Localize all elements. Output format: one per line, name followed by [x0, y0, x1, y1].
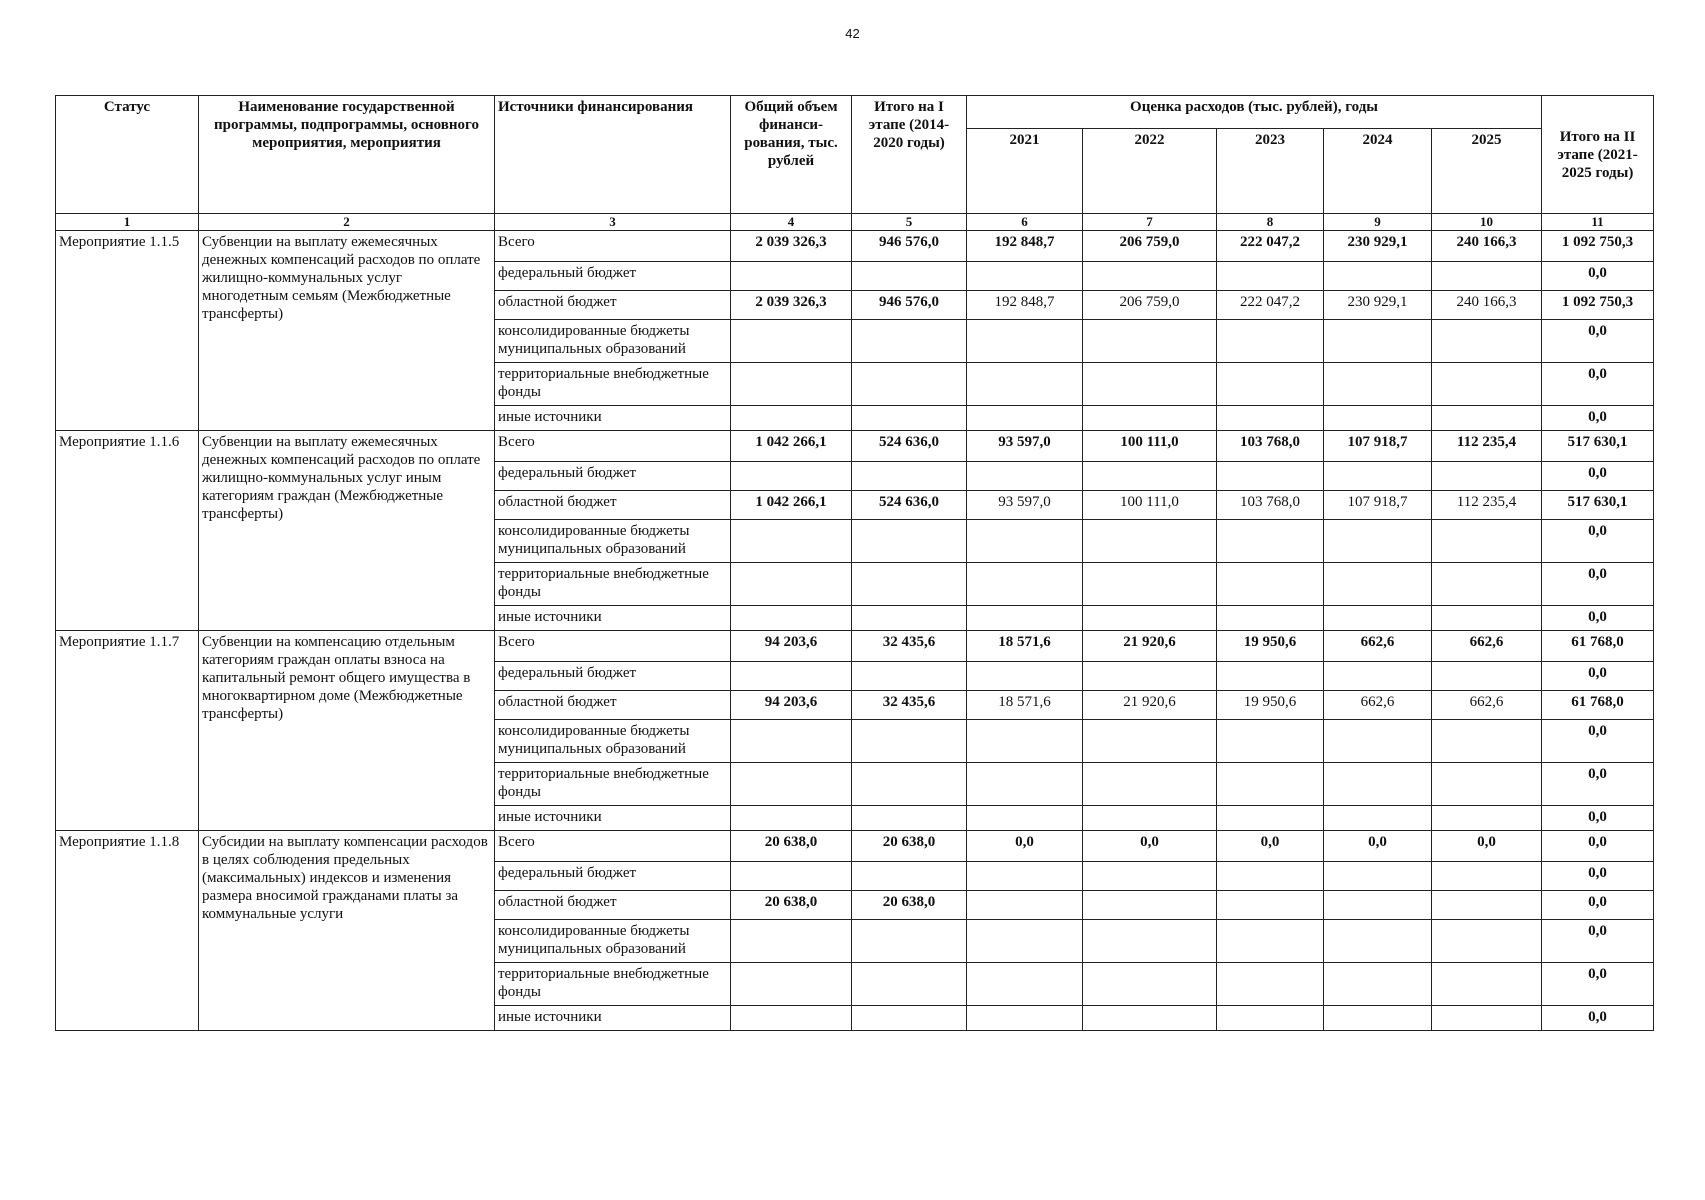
- header-name: Наименование государственной программы, подпрограммы, основного мероприятия, мероприятия: [199, 96, 495, 214]
- value-cell: 1 042 266,1: [731, 431, 852, 462]
- stage2-total-cell: 517 630,1: [1542, 491, 1654, 520]
- value-cell: [731, 406, 852, 431]
- stage2-total-cell: 0,0: [1542, 720, 1654, 763]
- value-cell: [1217, 363, 1324, 406]
- value-cell: [731, 462, 852, 491]
- table-row: [56, 231, 1654, 262]
- value-cell: 230 929,1: [1324, 291, 1432, 320]
- stage2-total-cell: 1 092 750,3: [1542, 291, 1654, 320]
- value-cell: [1432, 963, 1542, 1006]
- value-cell: [967, 763, 1083, 806]
- value-cell: [1083, 563, 1217, 606]
- value-cell: 94 203,6: [731, 691, 852, 720]
- stage2-total-cell: 0,0: [1542, 606, 1654, 631]
- value-cell: [1432, 262, 1542, 291]
- stage2-total-cell: 0,0: [1542, 320, 1654, 363]
- value-cell: [852, 862, 967, 891]
- value-cell: 18 571,6: [967, 631, 1083, 662]
- value-cell: 222 047,2: [1217, 291, 1324, 320]
- value-cell: [852, 1006, 967, 1031]
- value-cell: [1217, 262, 1324, 291]
- table-row: [56, 431, 1654, 462]
- funding-source: Всего: [495, 631, 731, 662]
- value-cell: [1083, 920, 1217, 963]
- value-cell: [1324, 720, 1432, 763]
- value-cell: [1324, 862, 1432, 891]
- value-cell: [1324, 1006, 1432, 1031]
- value-cell: [1432, 1006, 1542, 1031]
- value-cell: [1083, 262, 1217, 291]
- value-cell: [1324, 963, 1432, 1006]
- value-cell: [1217, 320, 1324, 363]
- value-cell: [1432, 662, 1542, 691]
- measure-status: Мероприятие 1.1.8: [56, 831, 199, 1031]
- funding-source: консолидированные бюджеты муниципальных образований: [495, 720, 731, 763]
- value-cell: [731, 862, 852, 891]
- column-number: 4: [731, 214, 852, 231]
- value-cell: [852, 563, 967, 606]
- column-numbers-row: [56, 214, 1654, 231]
- value-cell: [1217, 462, 1324, 491]
- value-cell: [731, 520, 852, 563]
- value-cell: [967, 891, 1083, 920]
- value-cell: [731, 720, 852, 763]
- column-number: 6: [967, 214, 1083, 231]
- value-cell: [1432, 806, 1542, 831]
- measure-status: Мероприятие 1.1.5: [56, 231, 199, 431]
- value-cell: [1324, 363, 1432, 406]
- value-cell: [1217, 662, 1324, 691]
- funding-source: консолидированные бюджеты муниципальных образований: [495, 320, 731, 363]
- funding-source: областной бюджет: [495, 691, 731, 720]
- header-year: 2025: [1432, 129, 1542, 214]
- funding-source: иные источники: [495, 1006, 731, 1031]
- value-cell: [1083, 520, 1217, 563]
- value-cell: [1324, 563, 1432, 606]
- value-cell: [852, 406, 967, 431]
- value-cell: [852, 363, 967, 406]
- value-cell: [852, 262, 967, 291]
- value-cell: 2 039 326,3: [731, 231, 852, 262]
- value-cell: [852, 606, 967, 631]
- funding-source: территориальные внебюджетные фонды: [495, 363, 731, 406]
- value-cell: 20 638,0: [852, 891, 967, 920]
- funding-source: Всего: [495, 431, 731, 462]
- stage2-total-cell: 0,0: [1542, 563, 1654, 606]
- value-cell: [967, 606, 1083, 631]
- measure-name: Субвенции на выплату ежемесячных денежных компенсаций расходов по оплате жилищно-коммунальных услуг многодетным семьям (Межбюджетные трансферты): [199, 231, 495, 431]
- value-cell: [1432, 763, 1542, 806]
- value-cell: [967, 262, 1083, 291]
- stage2-total-cell: 0,0: [1542, 763, 1654, 806]
- value-cell: [1324, 763, 1432, 806]
- table-row: [56, 631, 1654, 662]
- value-cell: 20 638,0: [731, 831, 852, 862]
- value-cell: [731, 806, 852, 831]
- stage2-total-cell: 61 768,0: [1542, 631, 1654, 662]
- value-cell: [1324, 891, 1432, 920]
- stage2-total-cell: 0,0: [1542, 262, 1654, 291]
- funding-source: иные источники: [495, 806, 731, 831]
- value-cell: 662,6: [1432, 691, 1542, 720]
- value-cell: [852, 662, 967, 691]
- value-cell: [731, 920, 852, 963]
- value-cell: 94 203,6: [731, 631, 852, 662]
- value-cell: 662,6: [1324, 631, 1432, 662]
- value-cell: 524 636,0: [852, 431, 967, 462]
- header-year: 2024: [1324, 129, 1432, 214]
- measure-name: Субвенции на компенсацию отдельным категориям граждан оплаты взноса на капитальный ремонт общего имущества в многоквартирном доме (Межбюджетные трансферты): [199, 631, 495, 831]
- value-cell: [967, 563, 1083, 606]
- value-cell: [1083, 963, 1217, 1006]
- value-cell: 0,0: [1324, 831, 1432, 862]
- stage2-total-cell: 0,0: [1542, 831, 1654, 862]
- value-cell: [1432, 363, 1542, 406]
- value-cell: 946 576,0: [852, 231, 967, 262]
- stage2-total-cell: 1 092 750,3: [1542, 231, 1654, 262]
- value-cell: [967, 320, 1083, 363]
- value-cell: 20 638,0: [852, 831, 967, 862]
- column-number: 9: [1324, 214, 1432, 231]
- value-cell: [1083, 363, 1217, 406]
- value-cell: [731, 563, 852, 606]
- stage2-total-cell: 0,0: [1542, 363, 1654, 406]
- value-cell: 93 597,0: [967, 491, 1083, 520]
- funding-source: федеральный бюджет: [495, 262, 731, 291]
- value-cell: 103 768,0: [1217, 491, 1324, 520]
- value-cell: 19 950,6: [1217, 631, 1324, 662]
- value-cell: [1432, 720, 1542, 763]
- value-cell: [967, 720, 1083, 763]
- value-cell: [1324, 520, 1432, 563]
- funding-source: иные источники: [495, 406, 731, 431]
- value-cell: [967, 920, 1083, 963]
- header-stage2: Итого на II этапе (2021-2025 годы): [1542, 96, 1654, 214]
- value-cell: 21 920,6: [1083, 691, 1217, 720]
- measure-status: Мероприятие 1.1.7: [56, 631, 199, 831]
- measure-name: Субвенции на выплату ежемесячных денежных компенсаций расходов по оплате жилищно-коммунальных услуг иным категориям граждан (Межбюджетные трансферты): [199, 431, 495, 631]
- funding-source: федеральный бюджет: [495, 662, 731, 691]
- value-cell: 20 638,0: [731, 891, 852, 920]
- value-cell: [1324, 606, 1432, 631]
- funding-source: федеральный бюджет: [495, 462, 731, 491]
- measure-name: Субсидии на выплату компенсации расходов в целях соблюдения предельных (максимальных) индексов и изменения размера вносимой гражданами платы за коммунальные услуги: [199, 831, 495, 1031]
- value-cell: [1324, 406, 1432, 431]
- column-number: 1: [56, 214, 199, 231]
- header-status: Статус: [56, 96, 199, 214]
- column-number: 8: [1217, 214, 1324, 231]
- stage2-total-cell: 0,0: [1542, 462, 1654, 491]
- value-cell: 946 576,0: [852, 291, 967, 320]
- value-cell: [1217, 606, 1324, 631]
- value-cell: 0,0: [1217, 831, 1324, 862]
- value-cell: [1324, 462, 1432, 491]
- column-number: 5: [852, 214, 967, 231]
- stage2-total-cell: 0,0: [1542, 406, 1654, 431]
- value-cell: [967, 963, 1083, 1006]
- value-cell: [967, 806, 1083, 831]
- value-cell: 662,6: [1324, 691, 1432, 720]
- stage2-total-cell: 517 630,1: [1542, 431, 1654, 462]
- column-number: 11: [1542, 214, 1654, 231]
- value-cell: [967, 662, 1083, 691]
- value-cell: [967, 462, 1083, 491]
- measure-status: Мероприятие 1.1.6: [56, 431, 199, 631]
- value-cell: [1217, 520, 1324, 563]
- funding-source: областной бюджет: [495, 491, 731, 520]
- value-cell: [1324, 262, 1432, 291]
- stage2-total-cell: 0,0: [1542, 1006, 1654, 1031]
- value-cell: [1083, 606, 1217, 631]
- value-cell: 18 571,6: [967, 691, 1083, 720]
- value-cell: [852, 963, 967, 1006]
- value-cell: 107 918,7: [1324, 491, 1432, 520]
- value-cell: [1324, 662, 1432, 691]
- stage2-total-cell: 0,0: [1542, 963, 1654, 1006]
- value-cell: [967, 363, 1083, 406]
- value-cell: [1217, 763, 1324, 806]
- funding-source: территориальные внебюджетные фонды: [495, 963, 731, 1006]
- value-cell: [852, 720, 967, 763]
- value-cell: [967, 1006, 1083, 1031]
- value-cell: [731, 363, 852, 406]
- value-cell: 32 435,6: [852, 631, 967, 662]
- value-cell: [1083, 891, 1217, 920]
- stage2-total-cell: 0,0: [1542, 862, 1654, 891]
- value-cell: [1083, 1006, 1217, 1031]
- value-cell: [1324, 920, 1432, 963]
- value-cell: 112 235,4: [1432, 491, 1542, 520]
- column-number: 2: [199, 214, 495, 231]
- page-number: 42: [845, 26, 860, 41]
- value-cell: 230 929,1: [1324, 231, 1432, 262]
- value-cell: 19 950,6: [1217, 691, 1324, 720]
- funding-source: областной бюджет: [495, 891, 731, 920]
- value-cell: 1 042 266,1: [731, 491, 852, 520]
- value-cell: [1217, 963, 1324, 1006]
- funding-source: областной бюджет: [495, 291, 731, 320]
- value-cell: [1083, 462, 1217, 491]
- value-cell: 0,0: [1432, 831, 1542, 862]
- funding-source: консолидированные бюджеты муниципальных образований: [495, 520, 731, 563]
- funding-source: территориальные внебюджетные фонды: [495, 563, 731, 606]
- value-cell: [852, 920, 967, 963]
- value-cell: [967, 406, 1083, 431]
- funding-source: иные источники: [495, 606, 731, 631]
- value-cell: [1083, 763, 1217, 806]
- value-cell: [1217, 1006, 1324, 1031]
- header-year: 2023: [1217, 129, 1324, 214]
- value-cell: [1217, 406, 1324, 431]
- value-cell: [1432, 320, 1542, 363]
- value-cell: [1083, 720, 1217, 763]
- funding-source: консолидированные бюджеты муниципальных образований: [495, 920, 731, 963]
- value-cell: [1083, 806, 1217, 831]
- value-cell: [852, 520, 967, 563]
- header-year: 2021: [967, 129, 1083, 214]
- value-cell: 240 166,3: [1432, 231, 1542, 262]
- table-row: [56, 831, 1654, 862]
- value-cell: [731, 963, 852, 1006]
- stage2-total-cell: 0,0: [1542, 920, 1654, 963]
- value-cell: [1217, 920, 1324, 963]
- value-cell: [731, 320, 852, 363]
- stage2-total-cell: 0,0: [1542, 520, 1654, 563]
- value-cell: 0,0: [1083, 831, 1217, 862]
- value-cell: 524 636,0: [852, 491, 967, 520]
- header-sources: Источники финансирования: [495, 96, 731, 214]
- value-cell: [731, 606, 852, 631]
- value-cell: [731, 763, 852, 806]
- financing-table: [55, 95, 1654, 1031]
- value-cell: [852, 763, 967, 806]
- value-cell: 103 768,0: [1217, 431, 1324, 462]
- value-cell: 662,6: [1432, 631, 1542, 662]
- funding-source: Всего: [495, 231, 731, 262]
- value-cell: [852, 806, 967, 831]
- value-cell: [967, 520, 1083, 563]
- column-number: 10: [1432, 214, 1542, 231]
- value-cell: [1432, 520, 1542, 563]
- funding-source: территориальные внебюджетные фонды: [495, 763, 731, 806]
- value-cell: [1217, 862, 1324, 891]
- stage2-total-cell: 0,0: [1542, 662, 1654, 691]
- value-cell: [731, 1006, 852, 1031]
- value-cell: [1432, 462, 1542, 491]
- value-cell: [731, 662, 852, 691]
- value-cell: [1324, 806, 1432, 831]
- value-cell: 0,0: [967, 831, 1083, 862]
- value-cell: 107 918,7: [1324, 431, 1432, 462]
- value-cell: [1432, 891, 1542, 920]
- table-body: [56, 231, 1654, 1031]
- value-cell: [1083, 320, 1217, 363]
- value-cell: [1217, 720, 1324, 763]
- value-cell: [1432, 606, 1542, 631]
- header-year: 2022: [1083, 129, 1217, 214]
- stage2-total-cell: 0,0: [1542, 806, 1654, 831]
- value-cell: [1217, 563, 1324, 606]
- value-cell: 192 848,7: [967, 291, 1083, 320]
- value-cell: 240 166,3: [1432, 291, 1542, 320]
- value-cell: 206 759,0: [1083, 291, 1217, 320]
- value-cell: [1083, 862, 1217, 891]
- value-cell: 112 235,4: [1432, 431, 1542, 462]
- value-cell: 192 848,7: [967, 231, 1083, 262]
- stage2-total-cell: 0,0: [1542, 891, 1654, 920]
- value-cell: 93 597,0: [967, 431, 1083, 462]
- value-cell: [1432, 920, 1542, 963]
- value-cell: 100 111,0: [1083, 431, 1217, 462]
- value-cell: [1217, 806, 1324, 831]
- value-cell: [852, 320, 967, 363]
- value-cell: 100 111,0: [1083, 491, 1217, 520]
- funding-source: федеральный бюджет: [495, 862, 731, 891]
- stage2-total-cell: 61 768,0: [1542, 691, 1654, 720]
- value-cell: 32 435,6: [852, 691, 967, 720]
- header-stage1: Итого на I этапе (2014-2020 годы): [852, 96, 967, 214]
- value-cell: [731, 262, 852, 291]
- value-cell: 206 759,0: [1083, 231, 1217, 262]
- header-estimate: Оценка расходов (тыс. рублей), годы: [967, 96, 1542, 129]
- column-number: 3: [495, 214, 731, 231]
- header-total-volume: Общий объем финанси-рования, тыс. рублей: [731, 96, 852, 214]
- value-cell: [1432, 563, 1542, 606]
- value-cell: [967, 862, 1083, 891]
- value-cell: 222 047,2: [1217, 231, 1324, 262]
- funding-source: Всего: [495, 831, 731, 862]
- value-cell: 2 039 326,3: [731, 291, 852, 320]
- value-cell: [1083, 406, 1217, 431]
- value-cell: [1432, 862, 1542, 891]
- value-cell: [1217, 891, 1324, 920]
- value-cell: 21 920,6: [1083, 631, 1217, 662]
- value-cell: [1324, 320, 1432, 363]
- column-number: 7: [1083, 214, 1217, 231]
- value-cell: [1432, 406, 1542, 431]
- value-cell: [1083, 662, 1217, 691]
- value-cell: [852, 462, 967, 491]
